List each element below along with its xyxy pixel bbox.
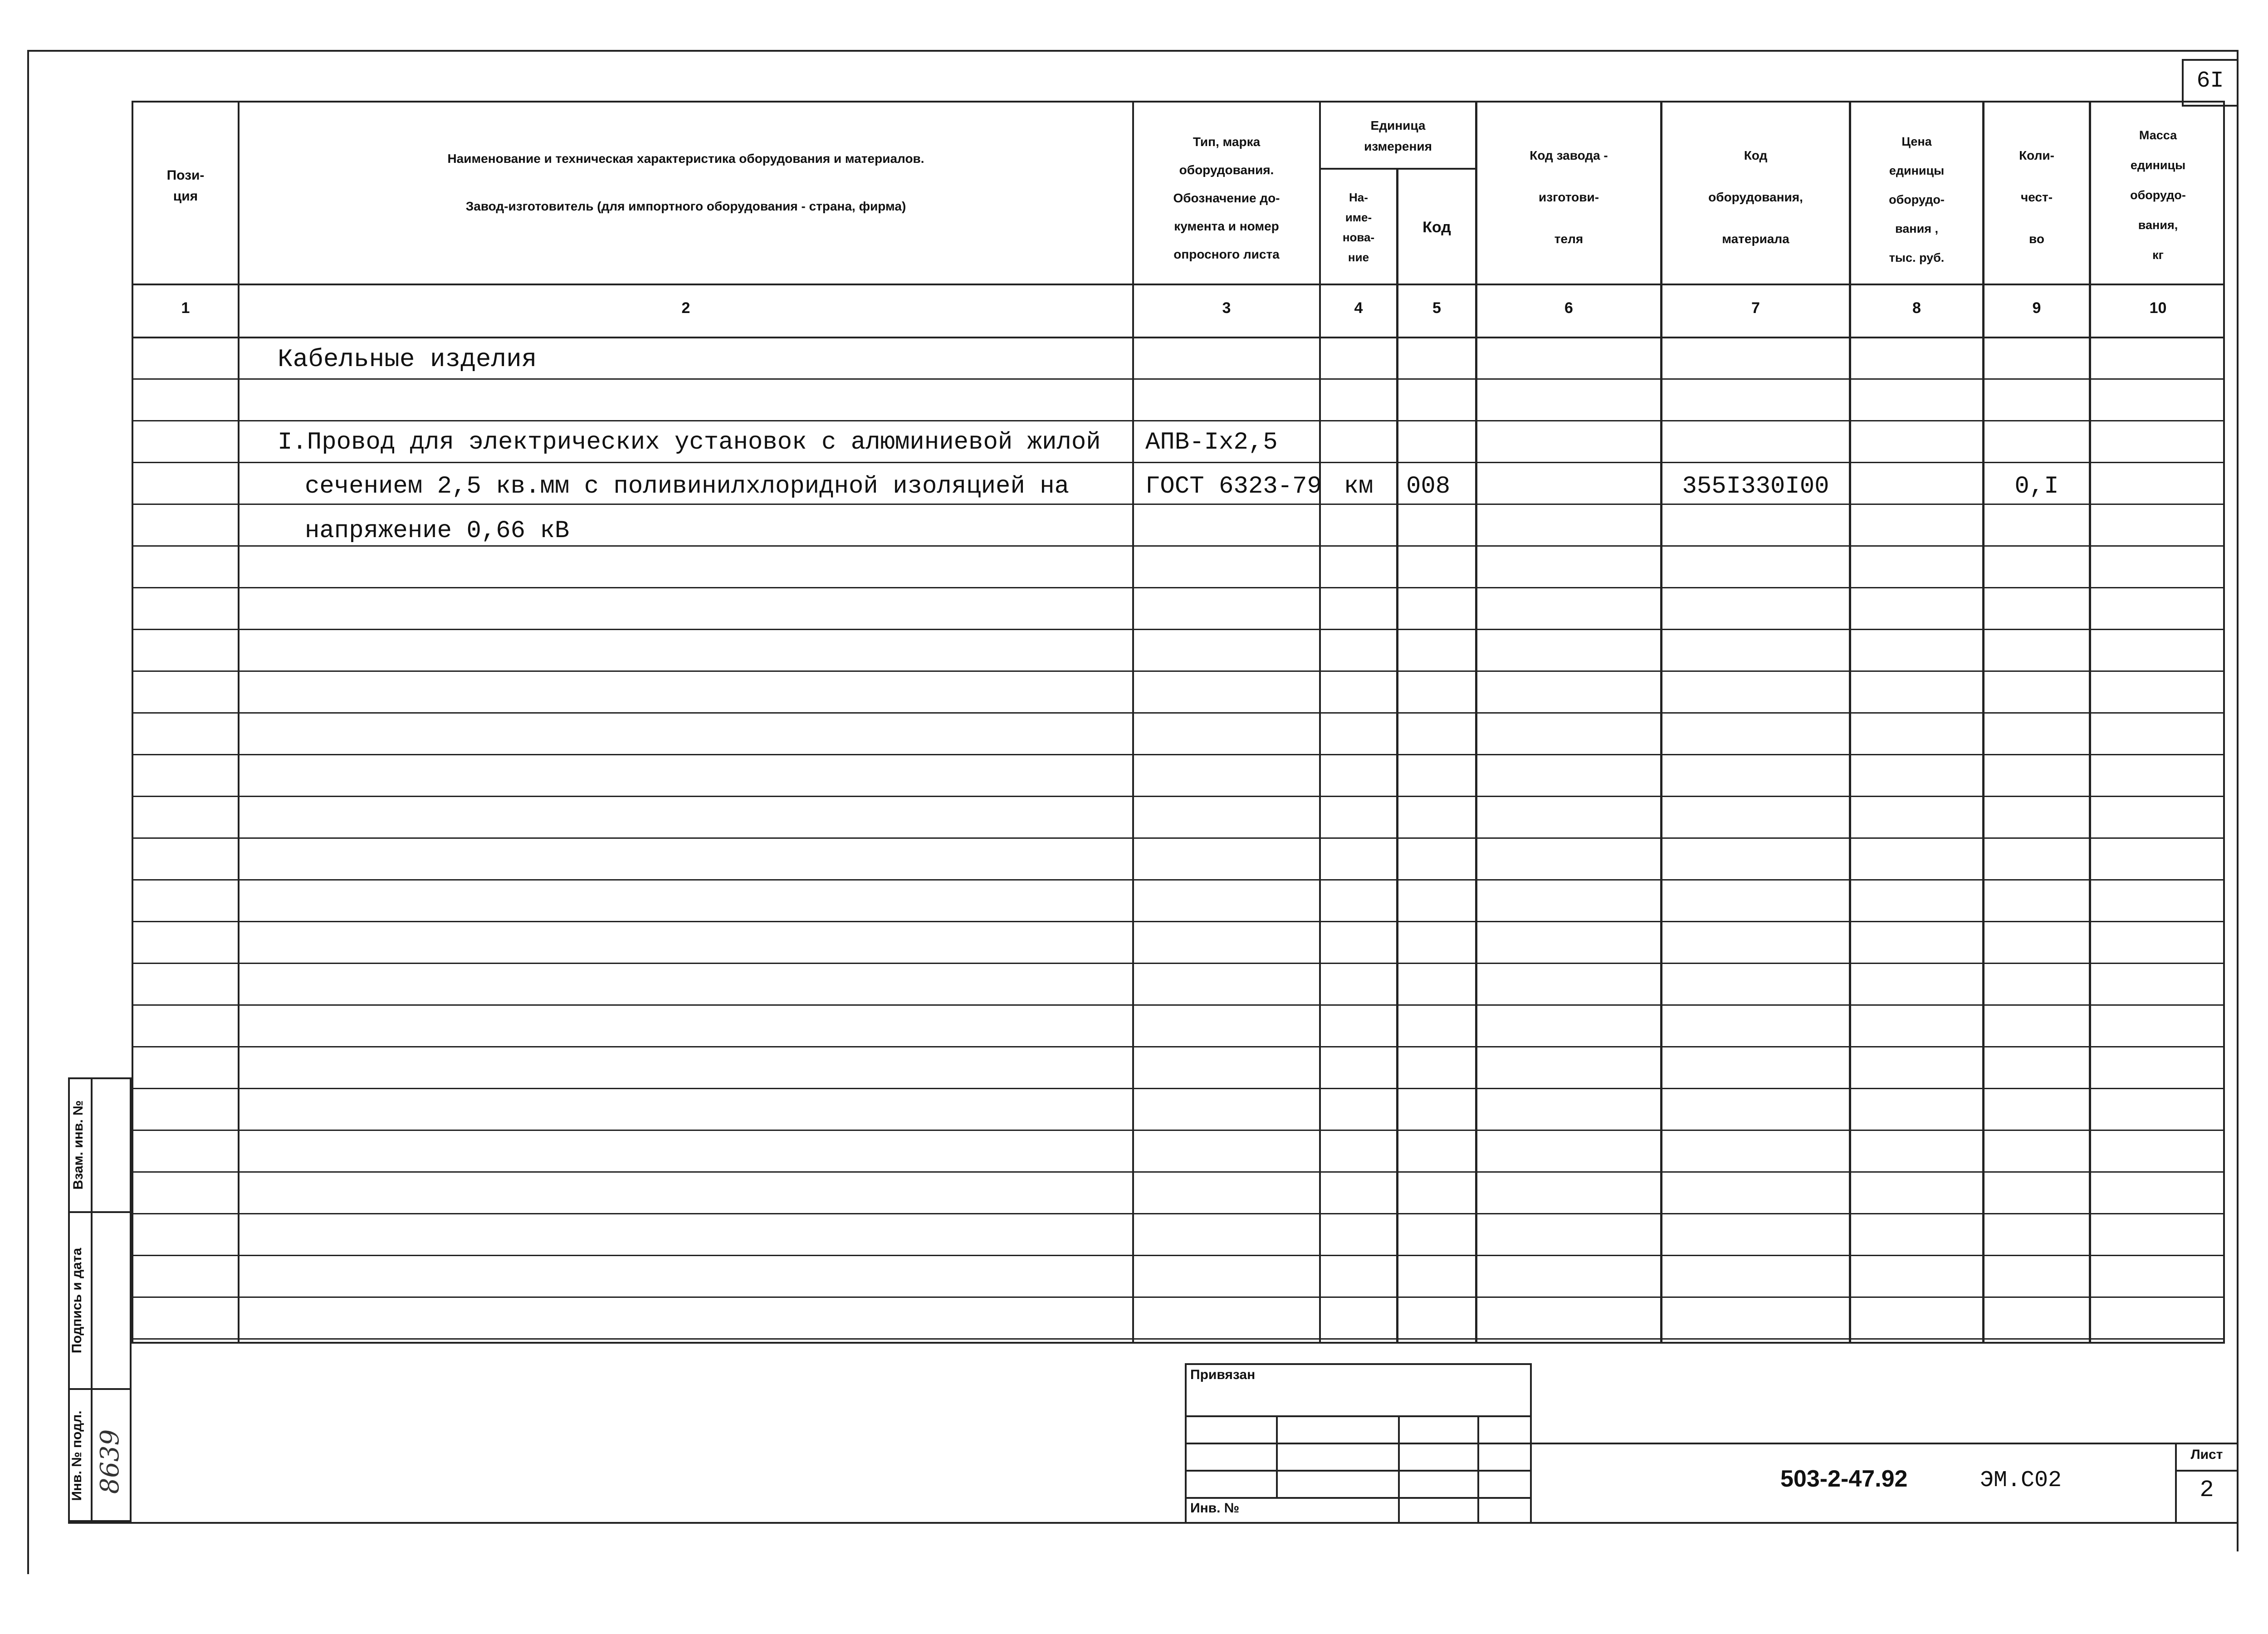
- table-row-line: [132, 462, 2225, 463]
- privyazan-divider: [1276, 1415, 1278, 1497]
- header-name-line1: Наименование и техническая характеристика оборудования и материалов.: [447, 152, 924, 166]
- privyazan-line: [1185, 1470, 1532, 1472]
- table-row-line: [132, 963, 2225, 964]
- col-divider: [1132, 101, 1134, 1344]
- privyazan-line: [1185, 1443, 1532, 1444]
- colnum-8: 8: [1912, 299, 1921, 317]
- header-unit-code: Код: [1422, 218, 1451, 236]
- section-title: Кабельные изделия: [278, 345, 537, 374]
- table-row-line: [132, 921, 2225, 922]
- table-row-line: [132, 1255, 2225, 1256]
- header-bottom-line: [132, 284, 2225, 285]
- table-row-line: [132, 1171, 2225, 1173]
- header-quantity: Коли- чест- во: [2019, 148, 2054, 246]
- table-row-line: [132, 629, 2225, 630]
- colnum-3: 3: [1222, 299, 1231, 317]
- col-divider: [2089, 101, 2091, 1344]
- side-stamp-divider: [91, 1077, 93, 1522]
- frame-bottom-line: [68, 1522, 2239, 1524]
- header-equipment-code: Код оборудования, материала: [1708, 148, 1803, 246]
- inv-no-label: Инв. №: [1190, 1501, 1240, 1516]
- table-row-line: [132, 1296, 2225, 1298]
- sheet-number-divider: [2175, 1470, 2239, 1472]
- privyazan-label: Привязан: [1190, 1367, 1256, 1382]
- side-inv-handwritten: 8639: [95, 1429, 125, 1494]
- item-line-2: сечением 2,5 кв.мм с поливинилхлоридной изоляцией на: [305, 473, 1070, 500]
- table-row-line: [132, 1338, 2225, 1340]
- doc-mark: ЭМ.С02: [1980, 1468, 2062, 1493]
- header-position: Пози- ция: [166, 168, 205, 204]
- colnum-9: 9: [2032, 299, 2041, 317]
- side-label-podpis-data: Подпись и дата: [69, 1248, 84, 1354]
- table-row-line: [132, 420, 2225, 421]
- table-row-line: [132, 545, 2225, 547]
- table-row-line: [132, 837, 2225, 839]
- colnum-4: 4: [1354, 299, 1363, 317]
- side-label-inv-podl: Инв. № подл.: [69, 1410, 84, 1501]
- item-line-3: напряжение 0,66 кВ: [305, 517, 570, 545]
- privyazan-divider: [1398, 1415, 1400, 1522]
- table-row-line: [132, 378, 2225, 380]
- col-divider: [1396, 168, 1398, 1344]
- privyazan-line: [1185, 1497, 1532, 1499]
- table-row-line: [132, 754, 2225, 755]
- colnum-1: 1: [181, 299, 190, 317]
- frame-right-line: [2237, 50, 2239, 1551]
- header-mass: Масса единицы оборудо- вания, кг: [2130, 128, 2186, 262]
- colnum-2: 2: [681, 299, 690, 317]
- privyazan-divider: [1477, 1415, 1479, 1522]
- col-divider: [238, 101, 240, 1344]
- table-row-line: [132, 670, 2225, 672]
- type-standard: ГОСТ 6323-79: [1145, 473, 1322, 500]
- unit-group-line: [1320, 168, 1476, 170]
- header-factory-code: Код завода - изготови- теля: [1530, 148, 1608, 246]
- header-name-line2: Завод-изготовитель (для импортного оборудования - страна, фирма): [465, 199, 906, 213]
- unit-code-value: 008: [1406, 473, 1451, 500]
- sheet-number: 2: [2200, 1477, 2214, 1503]
- col-divider: [1475, 101, 1477, 1344]
- main-table-border: [132, 101, 2225, 1344]
- table-row-line: [132, 1213, 2225, 1214]
- table-row-line: [132, 587, 2225, 588]
- colnum-6: 6: [1564, 299, 1573, 317]
- header-unit-name: На- име- нова- ние: [1342, 190, 1375, 264]
- table-row-line: [132, 712, 2225, 714]
- table-row-line: [132, 1004, 2225, 1006]
- col-divider: [1849, 101, 1851, 1344]
- colnum-10: 10: [2149, 299, 2167, 317]
- table-row-line: [132, 1088, 2225, 1089]
- title-top-line: [1532, 1443, 2239, 1444]
- header-unit-group: Единица измерения: [1364, 118, 1432, 153]
- frame-left-line: [27, 50, 29, 1574]
- table-row-line: [132, 796, 2225, 797]
- type-mark: АПВ-Iх2,5: [1145, 429, 1278, 456]
- corner-sheet-number: 6I: [2196, 68, 2224, 94]
- colnum-7: 7: [1751, 299, 1760, 317]
- sheet-label: Лист: [2190, 1447, 2223, 1462]
- side-label-vzam-inv: Взам. инв. №: [71, 1100, 86, 1190]
- colnum-bottom-line: [132, 337, 2225, 338]
- table-row-line: [132, 1046, 2225, 1047]
- doc-code: 503-2-47.92: [1780, 1466, 1908, 1492]
- frame-top-line: [27, 50, 2239, 52]
- table-row-line: [132, 1130, 2225, 1131]
- col-divider: [1660, 101, 1662, 1344]
- table-row-line: [132, 879, 2225, 881]
- privyazan-line: [1185, 1415, 1532, 1417]
- header-unit-price: Цена единицы оборудо- вания , тыс. руб.: [1889, 135, 1945, 264]
- table-row-line: [132, 504, 2225, 505]
- col-divider: [1982, 101, 1984, 1344]
- material-code-value: 355I330I00: [1682, 473, 1829, 500]
- item-line-1: I.Провод для электрических установок с алюминиевой жилой: [278, 429, 1101, 456]
- colnum-5: 5: [1432, 299, 1441, 317]
- col-divider: [1319, 101, 1321, 1344]
- unit-name-value: км: [1344, 473, 1374, 500]
- quantity-value: 0,I: [2014, 473, 2059, 500]
- header-type: Тип, марка оборудования. Обозначение до- кумента и номер опросного листа: [1173, 135, 1280, 261]
